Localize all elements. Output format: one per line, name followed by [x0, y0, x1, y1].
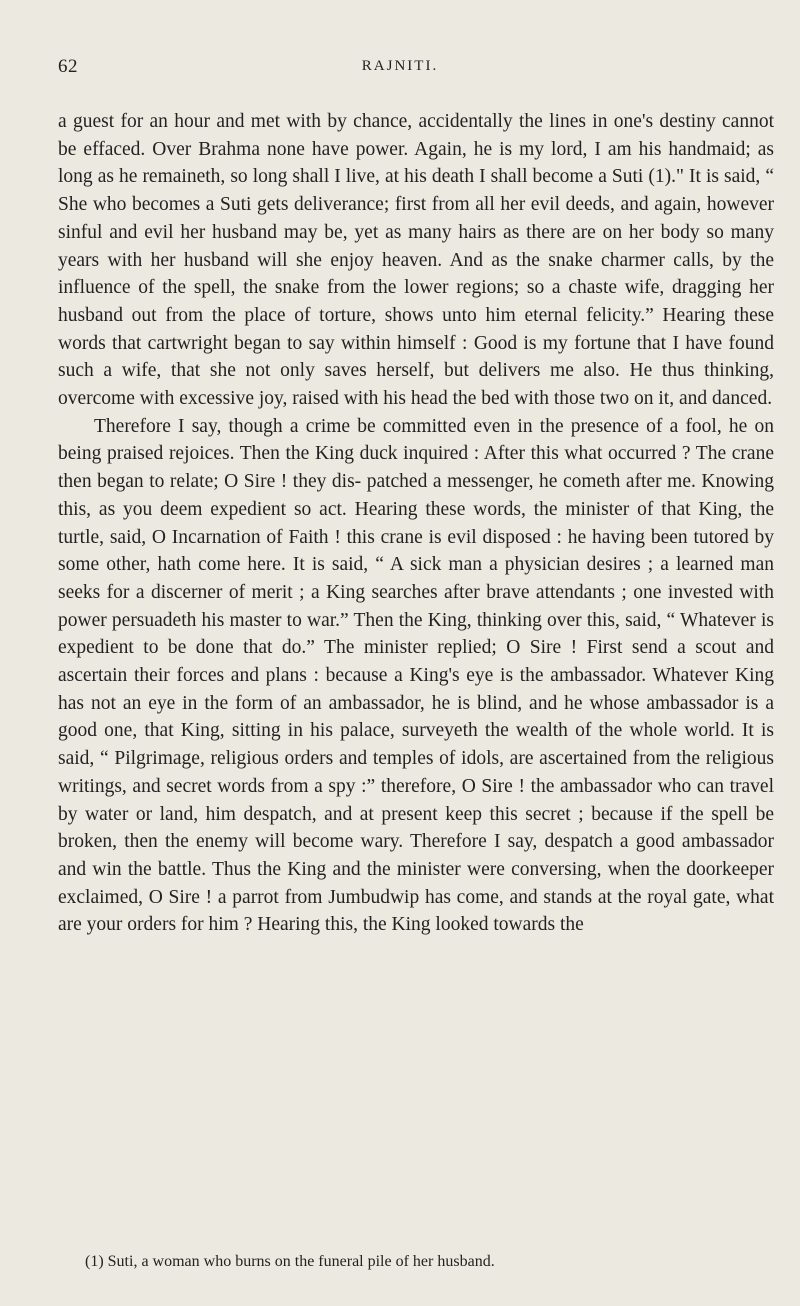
page-header — [58, 56, 742, 86]
paragraph: Therefore I say, though a crime be committed even in the presence of a fool, he on being praised rejoices. Then the King duck inquired : After this what occurred ? The crane then began to relate; O Sire ! they dis- patched a messenger, he cometh after me. Knowing this, as you deem expedient so act. Hearing these words, the minister of that King, the turtle, said, O Incarnation of Faith ! this crane is evil disposed : he having been tutored by some other, hath come here. It is said, “ A sick man a physician desires ; a learned man seeks for a discerner of merit ; a King searches after brave attendants ; one invested with power persuadeth his master to war.” Then the King, thinking over this, said, “ Whatever is expedient to be done that do.” The minister replied; O Sire ! First send a scout and ascertain their forces and plans : because a King's eye is the ambassador. Whatever King has not an eye in the form of an ambassador, he is blind, and he whose ambassador is a good one, that King, sitting in his palace, surveyeth the wealth of the whole world. It is said, “ Pilgrimage, religious orders and temples of idols, are ascertained from the religious writings, and secret words from a spy :” therefore, O Sire ! the ambassador who can travel by water or land, him despatch, and at present keep this secret ; because if the spell be broken, then the enemy will become wary. Therefore I say, despatch a good ambassador and win the battle. Thus the King and the minister were conversing, when the doorkeeper exclaimed, O Sire ! a parrot from Jumbudwip has come, and stands at the royal gate, what are your orders for him ? Hearing this, the King looked towards the — [58, 415, 774, 936]
body-text — [58, 108, 774, 939]
paragraph: a guest for an hour and met with by chance, accidentally the lines in one's destiny cannot be effaced. Over Brahma none have power. Again, he is my lord, I am his handmaid; as long as he remaineth, so long shall I live, at his death I shall become a Suti (1)." It is said, “ She who becomes a Suti gets deliverance; first from all her evil deeds, and again, however sinful and evil her husband may be, yet as many hairs as there are on her body so many years with her husband will she enjoy heaven. And as the snake charmer calls, by the influence of the spell, the snake from the lower regions; so a chaste wife, dragging her husband out from the place of torture, shows unto him eternal felicity.” Hearing these words that cartwright began to say within himself : Good is my fortune that I have found such a wife, that she not only saves herself, but delivers me also. He thus thinking, overcome with excessive joy, raised with his head the bed with those two on it, and danced. — [58, 111, 774, 410]
running-head: RAJNITI. — [361, 58, 439, 74]
footnote: (1) Suti, a woman who burns on the funeral pile of her husband. — [85, 1253, 495, 1270]
page-number: 62 — [58, 56, 78, 77]
